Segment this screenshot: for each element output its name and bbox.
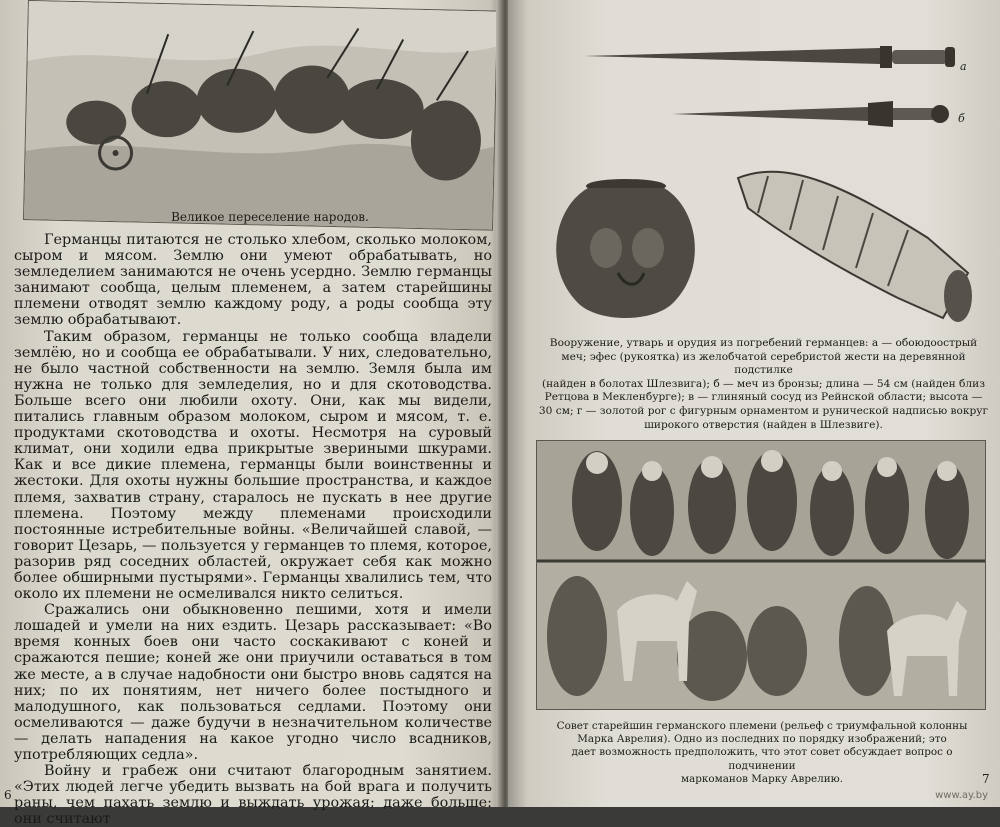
paragraph: Войну и грабеж они считают благородным занятием. «Этих людей легче убедить вызвать на бой врага и получить раны, чем пахать землю и выждать урожая; даже больше: они считают xyxy=(14,763,492,827)
right-page xyxy=(508,0,1000,807)
paragraph: Германцы питаются не столько хлебом, сколько молоком, сыром и мясом. Землю они умеют обрабатывать, но земледелием занимаются не очень усердно. Землю германцы занимают сообща, целым племенем, а затем старейшины племени отводят землю каждому роду, а роды сообща эту землю обрабатывают. xyxy=(14,232,492,329)
watermark: www.ay.by xyxy=(935,790,988,801)
clay-vessel-drawing xyxy=(548,178,703,328)
relief-caption: Совет старейшин германского племени (рельеф с триумфальной колонны Марка Аврелия). Одно из последних по порядку изображений; это дает возможность предположить, что этот совет обсуждает вопрос о подчинении маркоманов Марку Аврелию. xyxy=(556,720,968,785)
page-number: 7 xyxy=(982,772,990,786)
paragraph: Таким образом, германцы не только сообща владели землёю, но и сообща ее обрабатывали. У них, следовательно, не было частной собственности на землю. Земля была им нужна не только для земледелия, но и для скотоводства. Больше всего они любили охоту. Они, как мы видели, питались главным образом молоком, сыром и мясом, т. е. продуктами скотоводства и охоты. Несмотря на суровый климат, они ходили едва прикрытые звериными шкурами. Как и все дикие племена, германцы были воинственны и жестоки. Для охоты нужны большие пространства, и каждое племя, захватив страну, старалось не пускать в нее другие племена. Поэтому между племенами происходили постоянные истребительные войны. «Величайшей славой, — говорит Цезарь, — пользуется у германцев то племя, которое, разорив ряд соседних областей, окружает себя как можно более обширными пустырями». Германцы хвалились тем, что около их племени не осмеливался никто селиться. xyxy=(14,328,492,603)
sword-b-drawing xyxy=(668,97,958,131)
golden-horn-drawing xyxy=(728,158,978,333)
fig-letter-b: б xyxy=(958,112,965,125)
page-number: 6 xyxy=(4,788,12,802)
artifacts-caption: Вооружение, утварь и орудия из погребений германцев: а — обоюдоострый меч; эфес (рукоятка) из желобчатой серебристой жести на деревянной подстилке (найден в болотах Шлезвига); б — меч из бронзы; длина — 54 см (найден близ Ретцова в Мекленбурге); в — глиняный сосуд из Рейнской области; высота — 30 см; г — золотой рог с фигурным орнаментом и рунической надписью вокруг широкого отверстия (найден в Шлезвиге). xyxy=(538,337,989,431)
migration-illustration xyxy=(23,0,498,231)
migration-caption: Великое переселение народов. xyxy=(171,210,369,224)
relief-illustration xyxy=(536,440,986,710)
left-page-body xyxy=(14,232,492,827)
sword-a-drawing xyxy=(580,40,960,76)
fig-letter-a: а xyxy=(960,60,967,73)
paragraph: Сражались они обыкновенно пешими, хотя и имели лошадей и умели на них ездить. Цезарь рассказывает: «Во время конных боев они часто соскакивают с коней и сражаются пешие; коней же они приучили оставаться в том же месте, а в случае надобности они быстро вновь садятся на них; по их понятиям, нет ничего более постыдного и малодушного, как пользоваться седлами. Поэтому они осмеливаются — даже будучи в незначительном количестве — делать нападения на какое угодно число всадников, употребляющих седла». xyxy=(14,602,492,763)
